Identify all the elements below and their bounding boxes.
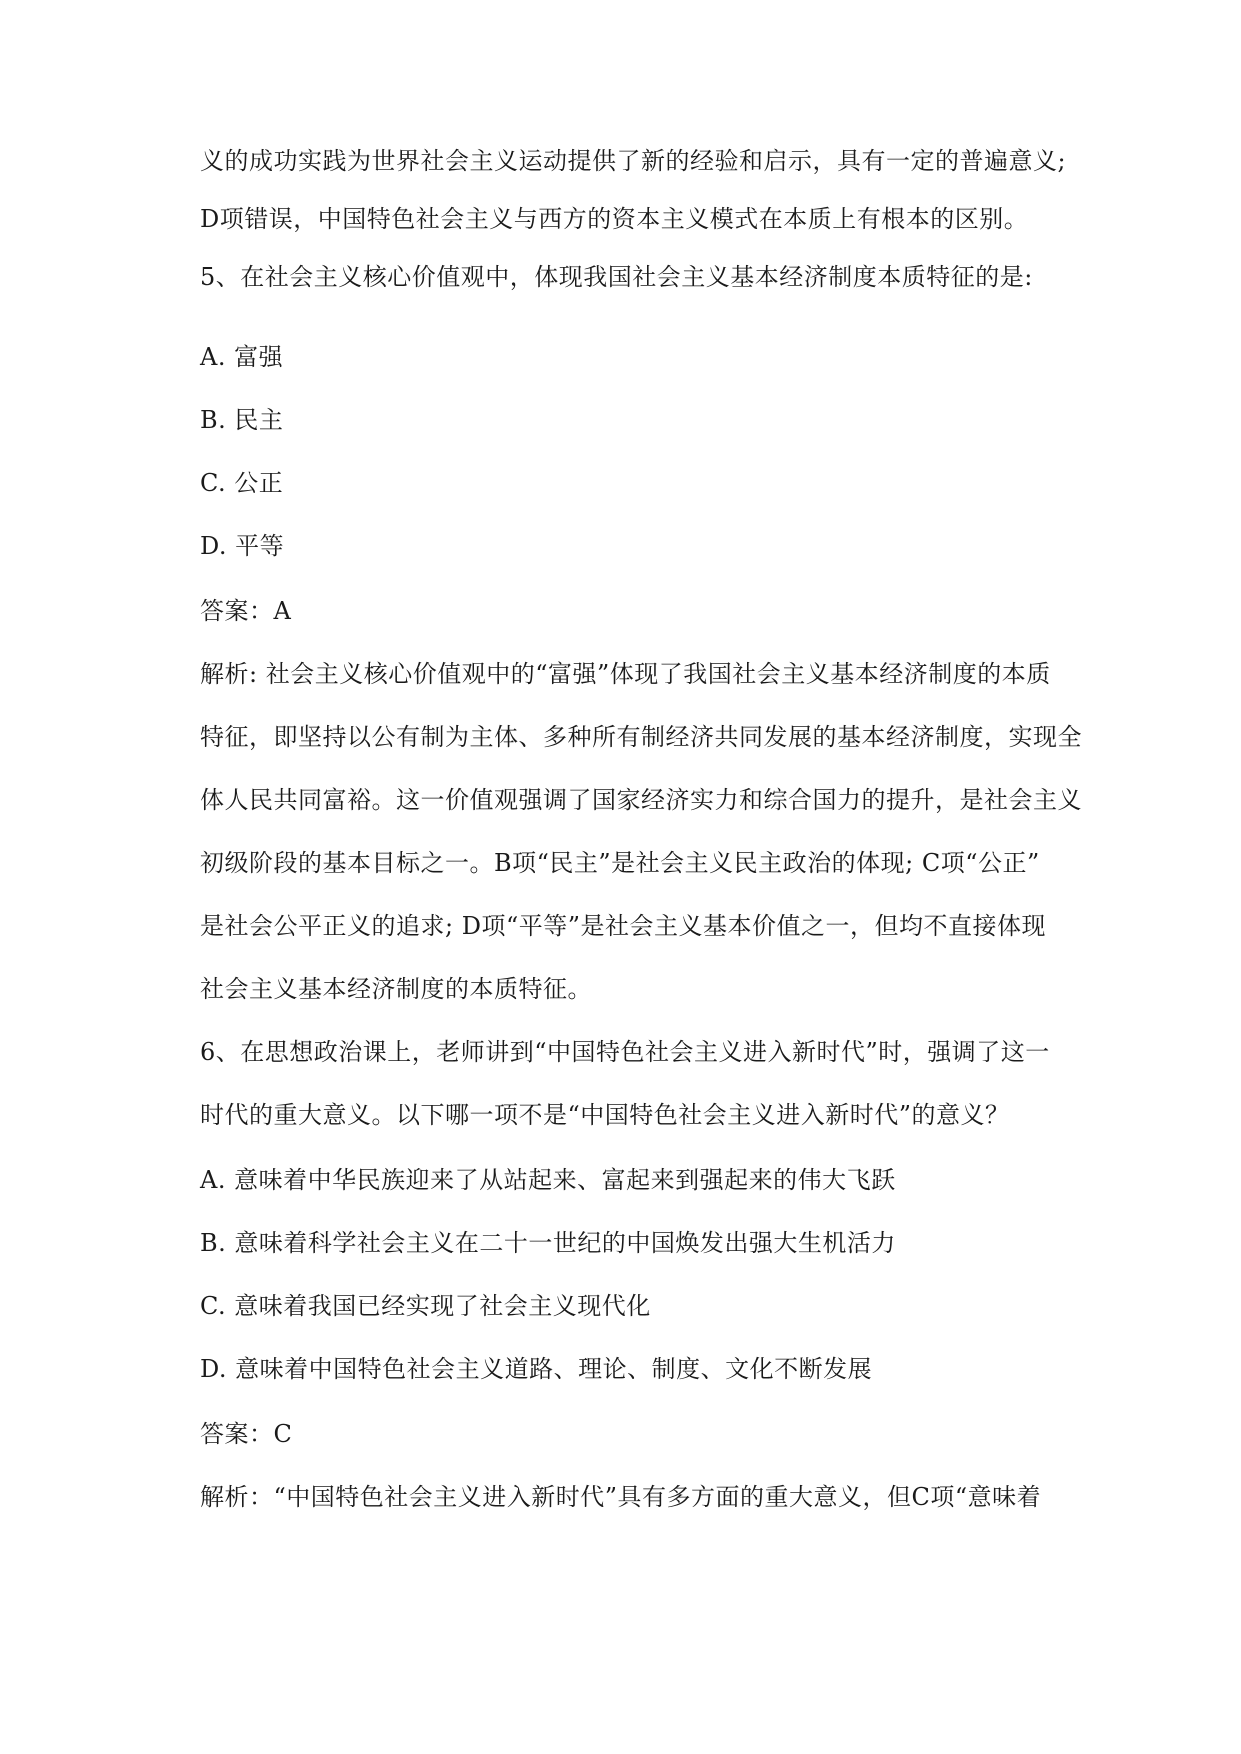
option-a: A. 富强 [200, 343, 284, 371]
answer: 答案：A [200, 597, 292, 625]
option-a: A. 意味着中华民族迎来了从站起来、富起来到强起来的伟大飞跃 [200, 1166, 896, 1194]
question-6-cont: 时代的重大意义。以下哪一项不是“中国特色社会主义进入新时代”的意义？ [200, 1101, 1010, 1129]
option-b: B. 民主 [200, 406, 284, 434]
option-b: B. 意味着科学社会主义在二十一世纪的中国焕发出强大生机活力 [200, 1229, 896, 1257]
option-c: C. 意味着我国已经实现了社会主义现代化 [200, 1292, 651, 1320]
analysis-line: 体人民共同富裕。这一价值观强调了国家经济实力和综合国力的提升，是社会主义 [200, 786, 1082, 814]
analysis-line: 初级阶段的基本目标之一。B项“民主”是社会主义民主政治的体现; C项“公正” [200, 849, 1040, 877]
option-c: C. 公正 [200, 469, 284, 497]
question-6: 6、在思想政治课上，老师讲到“中国特色社会主义进入新时代”时，强调了这一 [200, 1038, 1050, 1066]
answer: 答案：C [200, 1420, 293, 1448]
analysis-line: 特征，即坚持以公有制为主体、多种所有制经济共同发展的基本经济制度，实现全 [200, 723, 1082, 751]
analysis-line: 解析：“中国特色社会主义进入新时代”具有多方面的重大意义，但C项“意味着 [200, 1483, 1042, 1511]
text-line: D项错误，中国特色社会主义与西方的资本主义模式在本质上有根本的区别。 [200, 205, 1029, 233]
question-5: 5、在社会主义核心价值观中，体现我国社会主义基本经济制度本质特征的是: [200, 263, 1033, 291]
option-d: D. 平等 [200, 532, 285, 560]
analysis-line: 是社会公平正义的追求; D项“平等”是社会主义基本价值之一，但均不直接体现 [200, 912, 1046, 940]
analysis-line: 社会主义基本经济制度的本质特征。 [200, 975, 592, 1003]
option-d: D. 意味着中国特色社会主义道路、理论、制度、文化不断发展 [200, 1355, 873, 1383]
analysis-line: 解析: 社会主义核心价值观中的“富强”体现了我国社会主义基本经济制度的本质 [200, 660, 1051, 688]
text-line: 义的成功实践为世界社会主义运动提供了新的经验和启示，具有一定的普遍意义; [200, 147, 1067, 175]
